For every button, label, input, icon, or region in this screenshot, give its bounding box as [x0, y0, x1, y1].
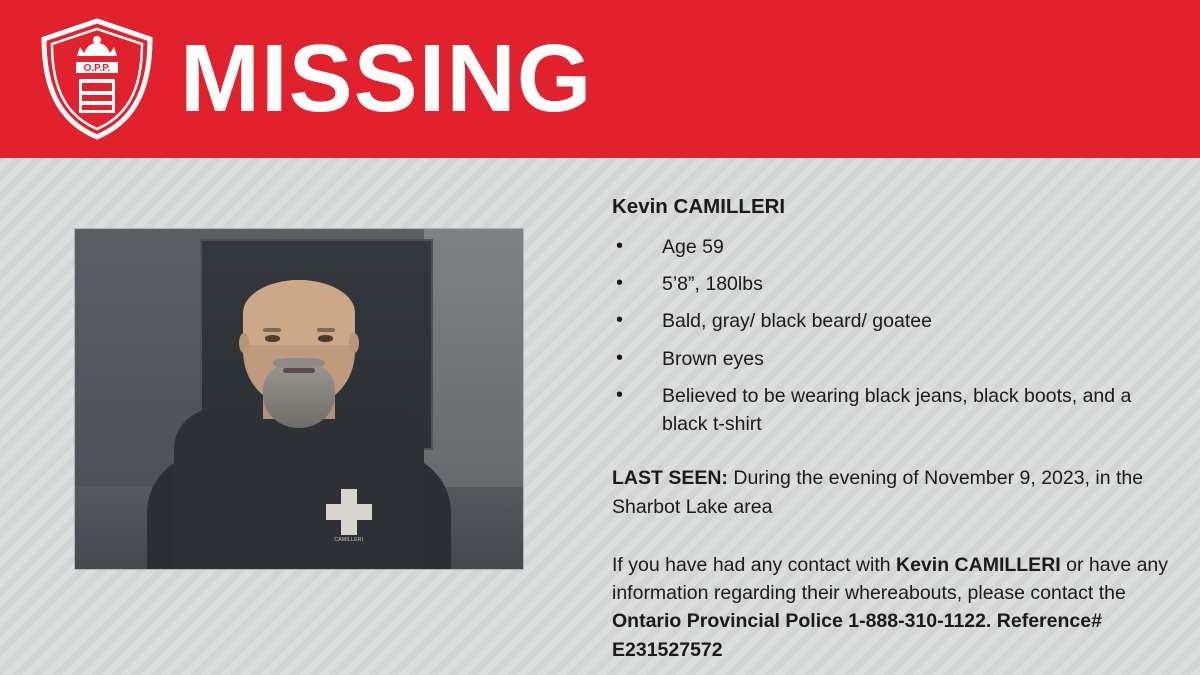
photo-brow-left [263, 328, 281, 332]
contact-text-part2: or have any information regarding their whereabouts, please contact the [612, 553, 1169, 605]
last-seen-block [612, 464, 1172, 521]
poster-title: MISSING [180, 25, 593, 132]
poster-header [0, 0, 1200, 158]
list-item: • Age 59 [612, 233, 1172, 261]
contact-text-part1: If you have had any contact with [612, 553, 897, 576]
photo-tshirt [174, 409, 425, 569]
photo-mustache [273, 358, 325, 368]
contact-authority: Ontario Provincial Police 1-888-310-1122. Reference# E231527572 [612, 610, 1102, 661]
list-item: • Bald, gray/ black beard/ goatee [612, 307, 1172, 335]
photo-shirt-logo-text: CAMILLERI [334, 536, 364, 543]
contact-person-name: Kevin CAMILLERI [896, 553, 1061, 576]
contact-block [612, 551, 1172, 664]
photo-shirt-logo [326, 489, 372, 549]
list-item: • Believed to be wearing black jeans, black boots, and a black t-shirt [612, 382, 1172, 439]
opp-crest-icon [38, 17, 156, 141]
last-seen-text: During the evening of November 9, 2023, in the Sharbot Lake area [612, 467, 1144, 518]
photo-scene [75, 229, 523, 569]
svg-text:O.P.P.: O.P.P. [83, 63, 111, 74]
missing-person-photo [75, 229, 523, 569]
missing-person-details [612, 192, 1172, 664]
last-seen-label: LAST SEEN: [612, 467, 728, 490]
photo-head-bald [243, 280, 355, 345]
list-item: • 5’8”, 180lbs [612, 270, 1172, 298]
list-item: • Brown eyes [612, 345, 1172, 373]
photo-head [243, 280, 355, 406]
photo-eye-left [265, 335, 280, 341]
photo-eye-right [318, 335, 333, 341]
photo-brow-right [317, 328, 335, 332]
cross-icon [326, 489, 372, 535]
person-name: Kevin CAMILLERI [612, 195, 786, 218]
photo-mouth [283, 368, 314, 373]
person-traits-list [612, 233, 1172, 439]
photo-ear-left [239, 333, 249, 353]
